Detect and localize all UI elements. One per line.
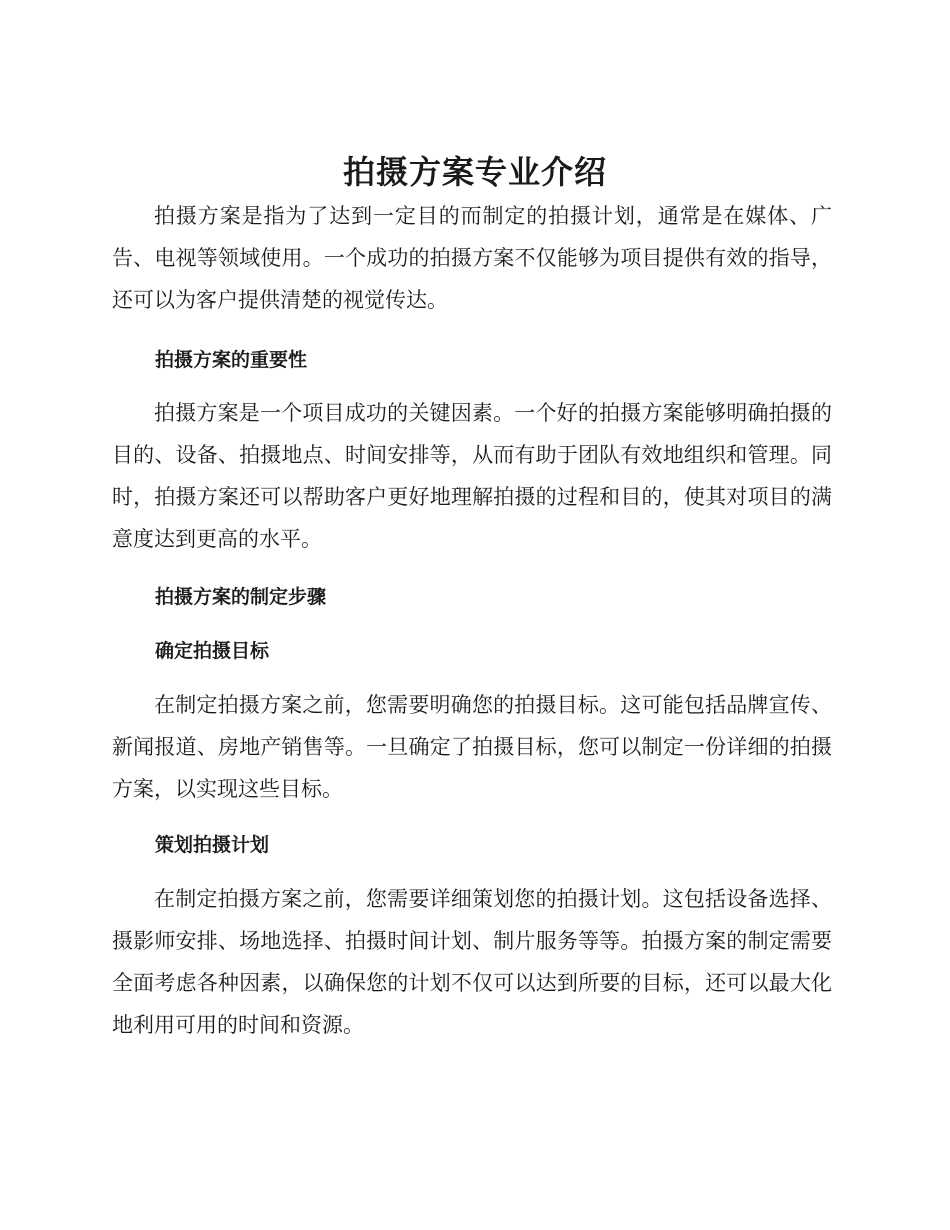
document-title: 拍摄方案专业介绍 (342, 153, 607, 191)
section-heading-plan: 策划拍摄计划 (155, 834, 270, 856)
intro-paragraph: 拍摄方案是指为了达到一定目的而制定的拍摄计划，通常是在媒体、广告、电视等领域使用。一个成功的拍摄方案不仅能够为项目提供有效的指导，还可以为客户提供清楚的视觉传达。 (112, 204, 832, 312)
section-paragraph-define-goal: 在制定拍摄方案之前，您需要明确您的拍摄目标。这可能包括品牌宣传、新闻报道、房地产销售等。一旦确定了拍摄目标，您可以制定一份详细的拍摄方案，以实现这些目标。 (112, 693, 832, 801)
section-paragraph-plan: 在制定拍摄方案之前，您需要详细策划您的拍摄计划。这包括设备选择、摄影师安排、场地选择、拍摄时间计划、制片服务等等。拍摄方案的制定需要全面考虑各种因素，以确保您的计划不仅可以达到所要的目标，还可以最大化地利用可用的时间和资源。 (112, 887, 832, 1037)
section-heading-steps: 拍摄方案的制定步骤 (155, 586, 327, 608)
section-heading-importance: 拍摄方案的重要性 (155, 349, 308, 371)
section-heading-define-goal: 确定拍摄目标 (155, 640, 270, 662)
section-paragraph-importance: 拍摄方案是一个项目成功的关键因素。一个好的拍摄方案能够明确拍摄的目的、设备、拍摄地点、时间安排等，从而有助于团队有效地组织和管理。同时，拍摄方案还可以帮助客户更好地理解拍摄的过程和目的，使其对项目的满意度达到更高的水平。 (112, 401, 832, 551)
